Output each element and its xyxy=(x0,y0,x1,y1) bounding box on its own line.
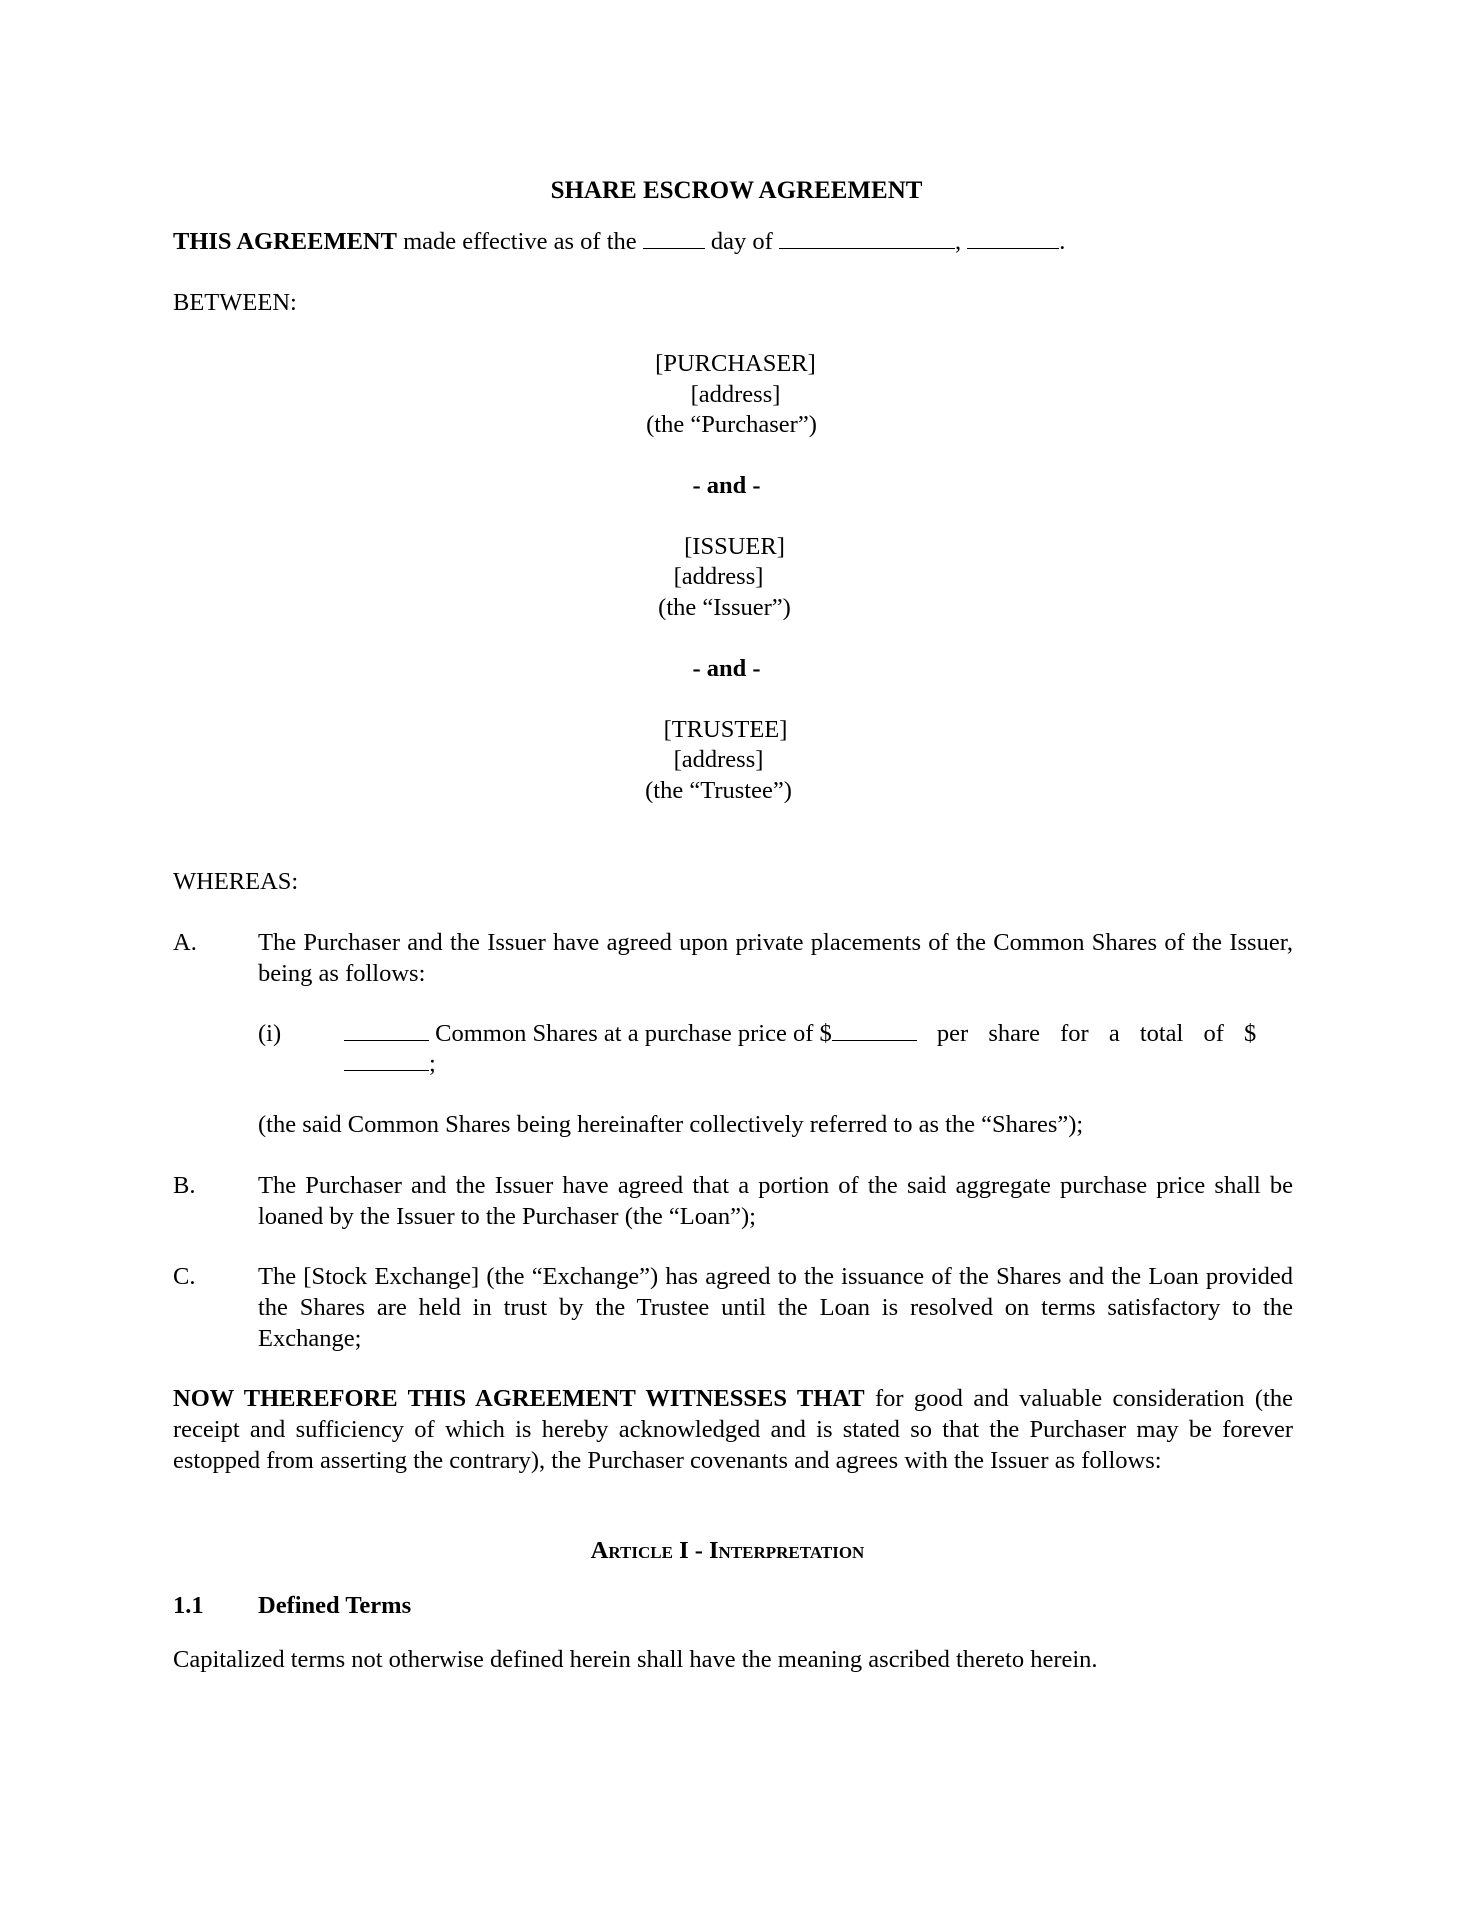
recital-a-text: The Purchaser and the Issuer have agreed upon private placements of the Common Shares of the Issuer, being as follows: xyxy=(258,929,1293,987)
intro-lead: THIS AGREEMENT xyxy=(173,228,397,255)
sub-text-3: ; xyxy=(429,1050,436,1077)
intro-text-4: . xyxy=(1059,228,1066,255)
recital-a-sub-line xyxy=(344,1018,1293,1049)
document-title-text: SHARE ESCROW AGREEMENT xyxy=(550,177,923,204)
party-issuer-defined: (the “Issuer”) xyxy=(658,594,791,621)
recital-a-collective: (the said Common Shares being hereinafter collectively referred to as the “Shares”); xyxy=(258,1111,1084,1138)
year-blank xyxy=(967,228,1059,249)
witnesses-paragraph xyxy=(173,1383,1293,1476)
recital-a-label: A. xyxy=(173,929,197,956)
whereas-label: WHEREAS: xyxy=(173,868,299,895)
recital-b-label: B. xyxy=(173,1172,196,1199)
section-number: 1.1 xyxy=(173,1592,204,1619)
document-title xyxy=(0,175,1483,206)
section-title: Defined Terms xyxy=(258,1592,412,1619)
and-separator-2: - and - xyxy=(692,655,761,682)
article-heading: Article I - Interpretation xyxy=(590,1537,865,1564)
intro-text-3: , xyxy=(954,228,968,255)
shares-count-blank xyxy=(344,1020,429,1041)
section-text: Capitalized terms not otherwise defined herein shall have the meaning ascribed thereto herein. xyxy=(173,1646,1098,1673)
witnesses-lead: NOW THEREFORE THIS AGREEMENT WITNESSES THAT xyxy=(173,1385,865,1412)
total-blank xyxy=(344,1050,429,1071)
intro-line xyxy=(173,226,1065,257)
day-blank xyxy=(643,228,705,249)
party-issuer-name: [ISSUER] xyxy=(684,533,785,560)
party-issuer-address: [address] xyxy=(673,563,764,590)
recital-c-label: C. xyxy=(173,1263,196,1290)
price-blank xyxy=(832,1020,917,1041)
party-purchaser-address: [address] xyxy=(690,381,781,408)
recital-b-text: The Purchaser and the Issuer have agreed that a portion of the said aggregate purchase price shall be loaned by the Issuer to the Purchaser (the “Loan”); xyxy=(258,1172,1293,1230)
sub-text-2: per share for a total of $ xyxy=(916,1020,1257,1047)
party-purchaser-name: [PURCHASER] xyxy=(655,350,816,377)
witnesses-text: for good and valuable consideration (the receipt and sufficiency of which is hereby acknowledged and is stated so that the Purchaser may be forever estopped from asserting the contrary), the Purchaser covenants and agrees with the Issuer as follows: xyxy=(173,1385,1293,1474)
sub-text-1: Common Shares at a purchase price of $ xyxy=(429,1020,832,1047)
recital-a-sub-label: (i) xyxy=(258,1020,282,1047)
intro-text-1: made effective as of the xyxy=(396,228,643,255)
intro-text-2: day of xyxy=(704,228,779,255)
party-trustee-name: [TRUSTEE] xyxy=(663,716,788,743)
party-purchaser-defined: (the “Purchaser”) xyxy=(646,411,817,438)
recital-a-sub-line-2 xyxy=(344,1048,436,1079)
month-blank xyxy=(779,228,955,249)
between-label: BETWEEN: xyxy=(173,289,297,316)
party-trustee-defined: (the “Trustee”) xyxy=(645,777,792,804)
party-trustee-address: [address] xyxy=(673,746,764,773)
and-separator-1: - and - xyxy=(692,472,761,499)
recital-c-text: The [Stock Exchange] (the “Exchange”) has agreed to the issuance of the Shares and the Loan provided the Shares are held in trust by the Trustee until the Loan is resolved on terms satisfactory to the Exchange; xyxy=(258,1263,1293,1352)
